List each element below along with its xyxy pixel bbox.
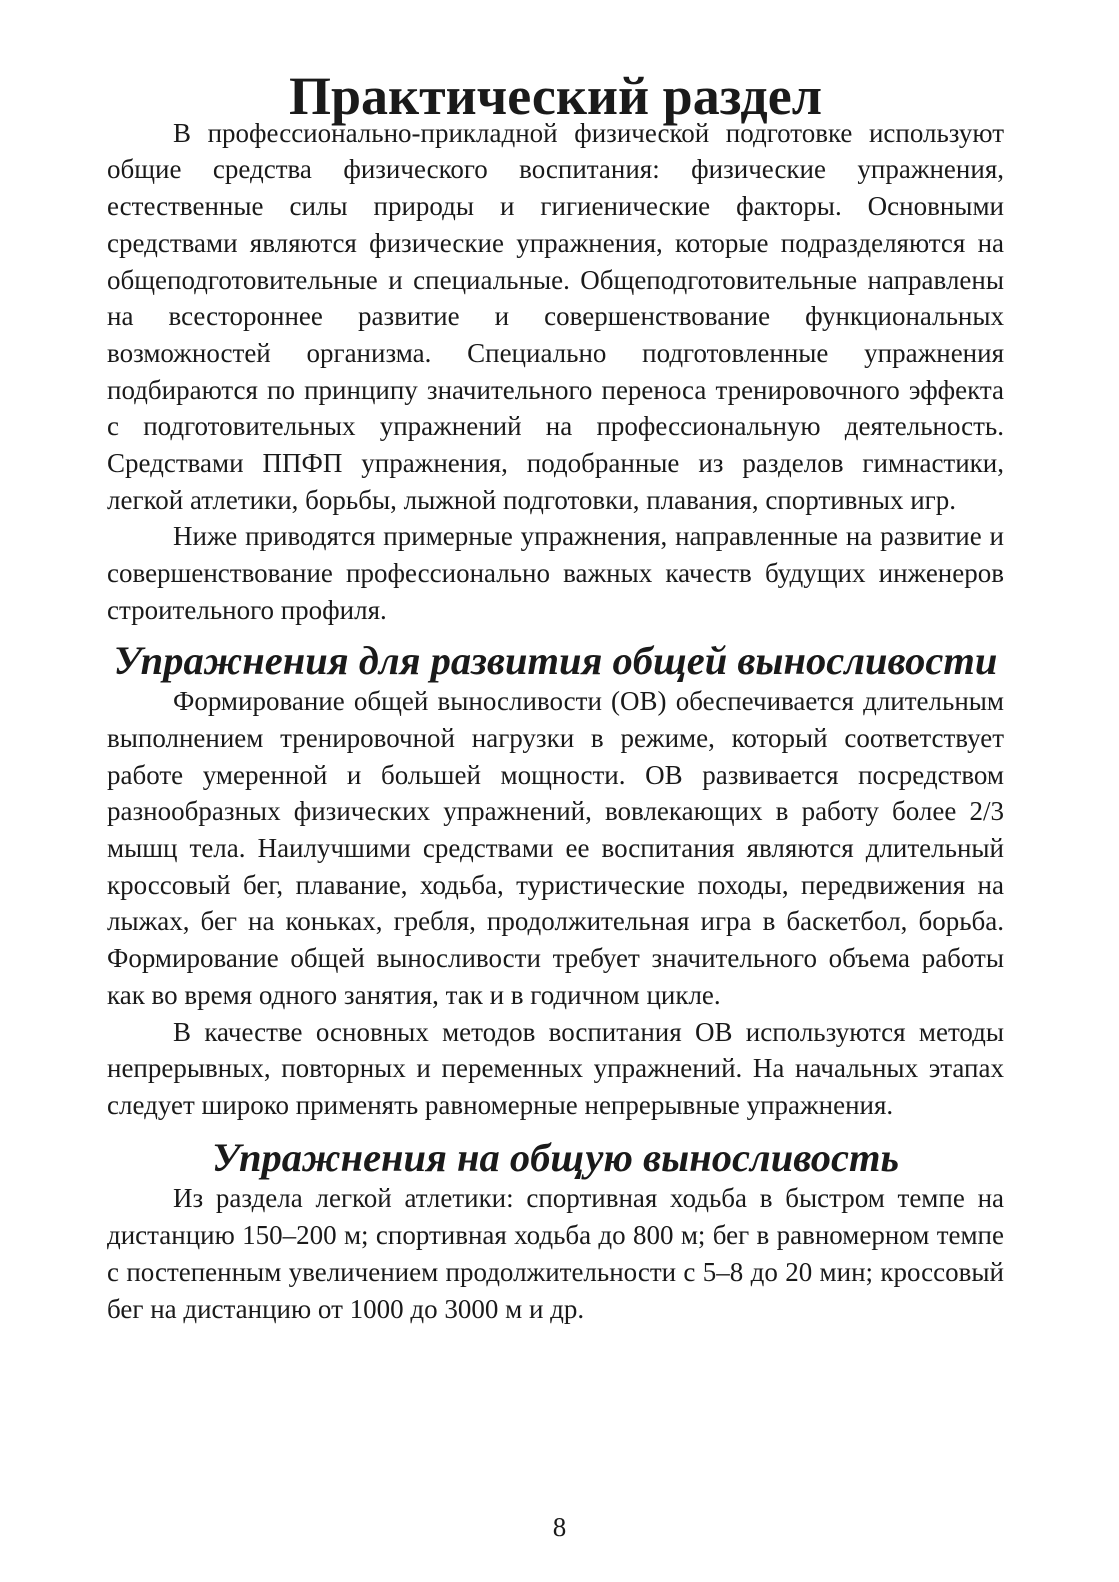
page-content [107, 66, 1004, 1327]
section-title: Практический раздел [288, 66, 822, 126]
subsection-1-paragraph-2: В качестве основных методов воспитания ОВ используются методы непрерывных, повторных и переменных упражнений. На начальных этапах следует широко применять равномерные непрерывные упражнения. [107, 1016, 1004, 1120]
section-paragraph-1: В профессионально-прикладной физической подготовке используют общие средства физического воспитания: физические упражнения, естественные силы природы и гигиенические факторы. Основными средствами являются физические упражнения, которые подразделяются на общеподготовительные и специальные. Общеподготовительные направлены на всестороннее развитие и совершенствование функциональных возможностей организма. Специально подготовленные упражнения подбираются по принципу значительного переноса тренировочного эффекта с подготовительных упражнений на профессиональную деятельность. Средствами ППФП упражнения, подобранные из разделов гимнастики, легкой атлетики, борьбы, лыжной подготовки, плавания, спортивных игр. [107, 117, 1004, 515]
subsection-2-title: Упражнения на общую выносливость [211, 1134, 900, 1180]
subsection-1-title: Упражнения для развития общей выносливости [113, 637, 998, 683]
section-paragraph-2: Ниже приводятся примерные упражнения, направленные на развитие и совершенствование профессионально важных качеств будущих инженеров строительного профиля. [107, 521, 1004, 625]
subsection-1-paragraph-1: Формирование общей выносливости (ОВ) обеспечивается длительным выполнением тренировочной нагрузки в режиме, который соответствует работе умеренной и большей мощности. ОВ развивается посредством разнообразных физических упражнений, вовлекающих в работу более 2/3 мышц тела. Наилучшими средствами ее воспитания являются длительный кроссовый бег, плавание, ходьба, туристические походы, передвижения на лыжах, бег на коньках, гребля, продолжительная игра в баскетбол, борьба. Формирование общей выносливости требует значительного объема работы как во время одного занятия, так и в годичном цикле. [107, 686, 1004, 1010]
subsection-2-paragraph-1: Из раздела легкой атлетики: спортивная ходьба в быстром темпе на дистанцию 150–200 м; спортивная ходьба до 800 м; бег в равномерном темпе с постепенным увеличением продолжительности с 5–8 до 20 мин; кроссовый бег на дистанцию от 1000 до 3000 м и др. [107, 1183, 1004, 1324]
page-number: 8 [552, 1512, 567, 1542]
